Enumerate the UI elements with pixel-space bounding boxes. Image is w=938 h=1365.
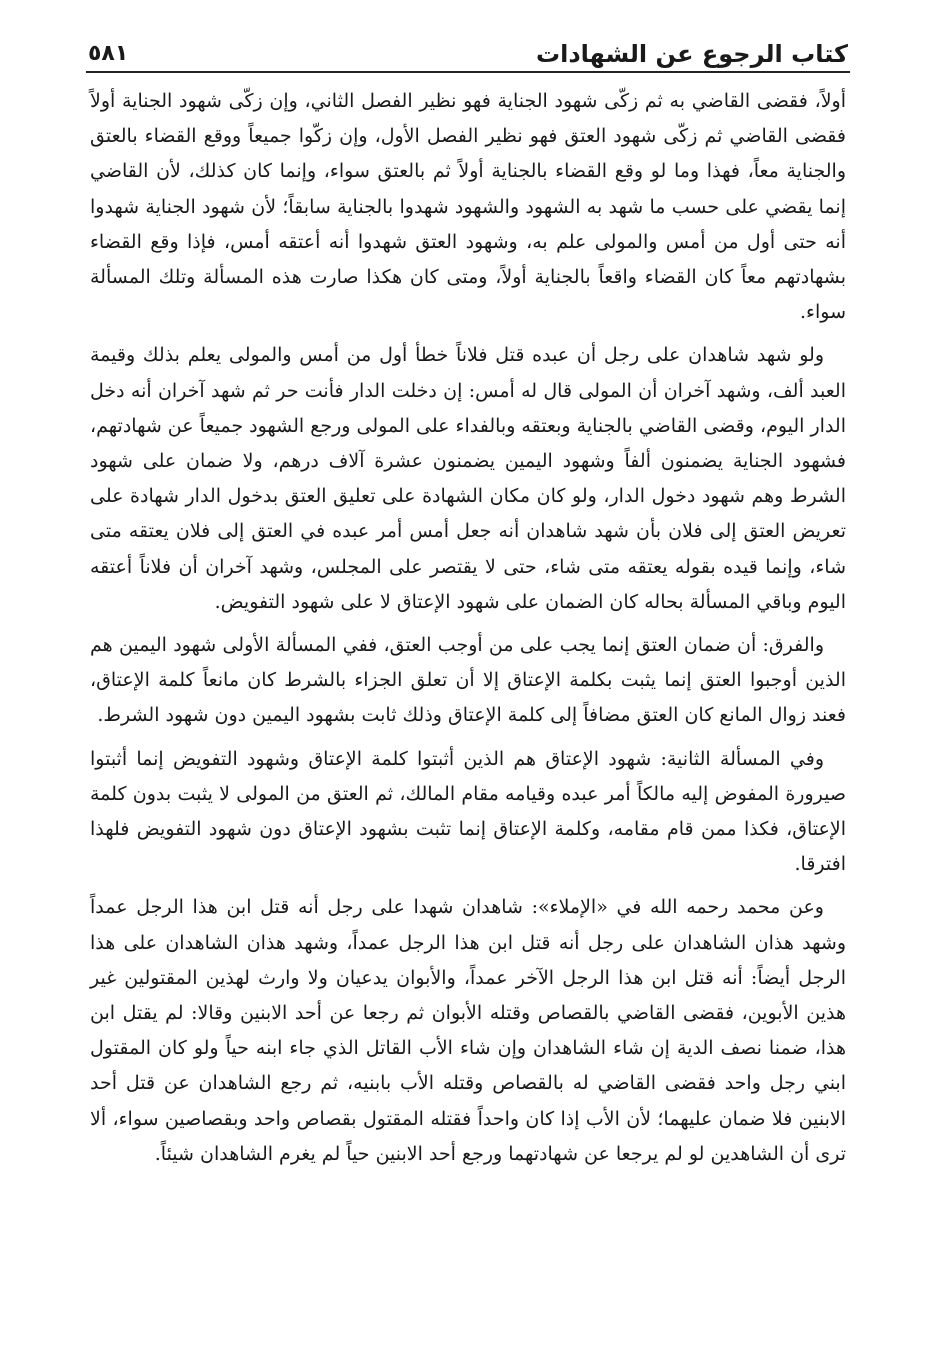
- running-title: كتاب الرجوع عن الشهادات: [535, 40, 848, 68]
- header-rule: [86, 71, 850, 73]
- page-header: [88, 30, 848, 70]
- paragraph-4: وفي المسألة الثانية: شهود الإعتاق هم الذين أثبتوا كلمة الإعتاق وشهود التفويض إنما أثبتوا صيرورة المفوض إليه مالكاً أمر عبده وقيامه مقام المالك، ثم العتق من المولى لا يثبت بدون كلمة الإعتاق، فكذا ممن قام مقامه، وكلمة الإعتاق إنما تثبت بشهود الإعتاق دون شهود التفويض فلهذا افترقا.: [90, 747, 846, 876]
- paragraph-2: ولو شهد شاهدان على رجل أن عبده قتل فلاناً خطأ أول من أمس والمولى يعلم بذلك وقيمة العبد ألف، وشهد آخران أن المولى قال له أمس: إن دخلت الدار فأنت حر ثم شهد آخران أنه دخل الدار اليوم، وقضى القاضي بالجناية وبعتقه وبالفداء على المولى ورجع الشهود جميعاً عن شهادتهم، فشهود الجناية يضمنون ألفاً وشهود اليمين يضمنون عشرة آلاف درهم، ولا ضمان على شهود الشرط وهم شهود دخول الدار، ولو كان مكان الشهادة على تعليق العتق بدخول الدار شهادة على تعريض العتق إلى فلان بأن شهد شاهدان أنه جعل أمس أمر عبده في العتق إلى فلان يعتقه متى شاء، وإنما قيده بقوله يعتقه متى شاء، حتى لا يقتصر على المجلس، وشهد آخران أن فلاناً أعتقه اليوم وباقي المسألة بحاله كان الضمان على شهود الإعتاق لا على شهود التفويض.: [90, 344, 847, 613]
- page-number: ٥٨١: [88, 41, 129, 66]
- paragraph-1: أولاً، فقضى القاضي به ثم زكّى شهود الجناية فهو نظير الفصل الثاني، وإن زكّى شهود الجناية أولاً فقضى القاضي ثم زكّى شهود العتق فهو نظير الفصل الأول، وإن زكّوا جميعاً ووقع القضاء بالعتق والجناية معاً، فهذا وما لو وقع القضاء بالجناية أولاً ثم بالعتق سواء، وإنما كان كذلك، لأن القاضي إنما يقضي على حسب ما شهد به الشهود والشهود شهدوا بالجناية سابقاً؛ لأن شهود الجناية شهدوا أنه حتى أول من أمس والمولى علم به، وشهود العتق شهدوا أنه أعتقه أمس، فإذا وقع القضاء بشهادتهم معاً كان القضاء واقعاً بالجناية أولاً، ومتى كان هكذا صارت هذه المسألة وتلك المسألة سواء.: [90, 90, 846, 324]
- paragraph-3: والفرق: أن ضمان العتق إنما يجب على من أوجب العتق، ففي المسألة الأولى شهود اليمين هم الذين أوجبوا العتق إنما يثبت بكلمة الإعتاق إلا أن تعلق الجزاء بالشرط كان مانعاً كلمة الإعتاق، فعند زوال المانع كان العتق مضافاً إلى كلمة الإعتاق وذلك ثابت بشهود اليمين دون شهود الشرط.: [90, 634, 846, 727]
- paragraph-5: وعن محمد رحمه الله في «الإملاء»: شاهدان شهدا على رجل أنه قتل ابن هذا الرجل عمداً وشهد هذان الشاهدان على رجل أنه قتل ابن هذا الرجل عمداً، وشهد هذان الشاهدان على هذا الرجل أيضاً: أنه قتل ابن هذا الرجل الآخر عمداً، والأبوان يدعيان ولا وارث لهذين المقتولين غير هذين الأبوين، فقضى القاضي بالقصاص وقتله الأبوان ثم رجعا عن أحد الابنين وقالا: لم يقتل ابن هذا، ضمنا نصف الدية إن شاء الشاهدان وإن شاء الأب القاتل الذي جاء ابنه حياً ولو كان المقتول ابني رجل واحد فقضى القاضي له بالقصاص وقتله الأب بابنيه، ثم رجع الشاهدان عن قتل أحد الابنين فلا ضمان عليهما؛ لأن الأب إذا كان واحداً فقتله المقتول بقصاص واحد وبقصاصين سواء، ألا ترى أن الشاهدين لو لم يرجعا عن شهادتهما ورجع أحد الابنين حياً لم يغرم الشاهدان شيئاً.: [90, 896, 846, 1165]
- page-body: [90, 84, 846, 1180]
